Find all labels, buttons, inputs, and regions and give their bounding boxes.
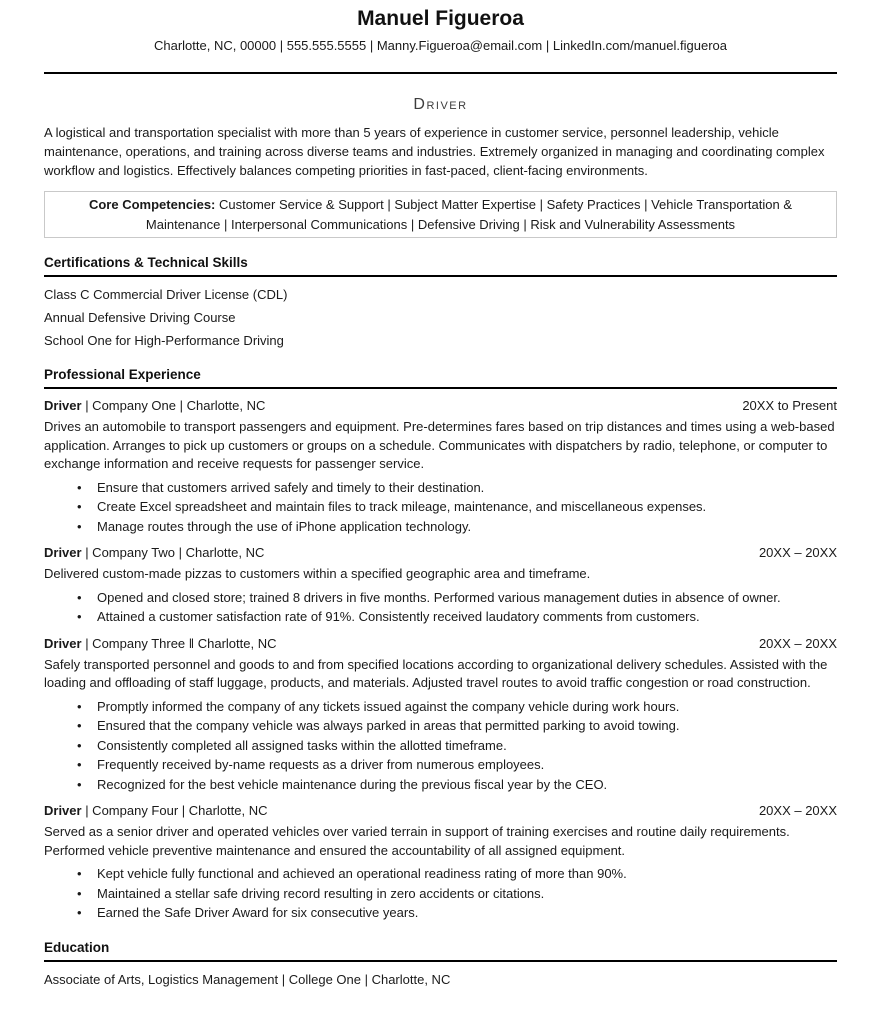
job-bullet-item: • Ensure that customers arrived safely and timely to their destination. <box>97 479 837 498</box>
resume-title: Driver <box>413 96 468 113</box>
job-dates: 20XX – 20XX <box>758 803 837 818</box>
job-description: Safely transported personnel and goods to and from specified locations according to organizational delivery schedules. Assisted with the loading and offloading of staff luggage, products, and materials. Adjusted travel routes to avoid traffic congestion or road construction. <box>44 656 828 690</box>
education-item: Associate of Arts, Logistics Management | College One | Charlotte, NC <box>44 971 451 987</box>
jobs-list <box>44 396 837 923</box>
job-dates: 20XX – 20XX <box>758 635 837 651</box>
contact-line: Charlotte, NC, 00000 | 555.555.5555 | Manny.Figueroa@email.com | LinkedIn.com/manuel.figueroa <box>153 38 727 53</box>
section-heading-certifications: Certifications & Technical Skills <box>44 254 837 277</box>
job-bullet-item: • Opened and closed store; trained 8 drivers in five months. Performed various management duties in absence of owner. <box>97 589 837 608</box>
job-description: Delivered custom-made pizzas to customers within a specified geographic area and timeframe. <box>44 566 591 581</box>
job-title-line <box>44 801 268 820</box>
core-competencies-list: Customer Service & Support | Subject Matter Expertise | Safety Practices | Vehicle Transportation & Maintenance | Interpersonal Communications | Defensive Driving | Risk and Vulnerability Assessments <box>145 197 793 232</box>
job-company-location: | Company One | Charlotte, NC <box>81 398 266 413</box>
job-entry <box>44 634 837 795</box>
job-bullet-item: • Promptly informed the company of any tickets issued against the company vehicle during work hours. <box>97 698 837 717</box>
job-bullet-item: • Ensured that the company vehicle was always parked in areas that permitted parking to avoid towing. <box>97 717 837 736</box>
job-company-location: | Company Four | Charlotte, NC <box>81 803 268 818</box>
job-dates: 20XX – 20XX <box>758 545 837 560</box>
job-header <box>44 801 837 820</box>
section-heading-education: Education <box>44 939 837 962</box>
core-competencies-label: Core Competencies: <box>88 197 216 212</box>
job-description: Served as a senior driver and operated vehicles over varied terrain in support of training exercises and routine daily requirements. Performed vehicle preventive maintenance and ensured the accountability of all assigned equipment. <box>44 824 790 858</box>
job-bullet-item: • Create Excel spreadsheet and maintain files to track mileage, maintenance, and miscellaneous expenses. <box>97 498 837 517</box>
job-description: Drives an automobile to transport passengers and equipment. Pre-determines fares based on trip distances and times using a web-based application. Arranges to pick up customers or groups on a schedule. Communicates with dispatchers by radio, telephone, or computer to exchange information and receive requests for passenger service. <box>44 419 835 471</box>
job-bullet-list <box>44 698 837 795</box>
job-bullet-item: • Recognized for the best vehicle maintenance during the previous fiscal year by the CEO. <box>97 776 837 795</box>
resume-page <box>44 6 837 989</box>
job-role: Driver <box>44 803 82 818</box>
job-role: Driver <box>44 635 82 651</box>
certification-item: Annual Defensive Driving Course <box>44 310 236 325</box>
job-header <box>44 543 837 562</box>
job-bullet-item: • Earned the Safe Driver Award for six consecutive years. <box>97 904 837 923</box>
job-bullet-list <box>44 589 837 627</box>
job-entry <box>44 396 837 536</box>
core-competencies-box <box>44 191 837 238</box>
certifications-list <box>44 285 837 350</box>
job-role: Driver <box>44 398 82 413</box>
header-divider <box>44 72 837 74</box>
job-bullet-item: • Maintained a stellar safe driving record resulting in zero accidents or citations. <box>97 885 837 904</box>
job-company-location: | Company Two | Charlotte, NC <box>81 545 265 560</box>
job-bullet-item: • Kept vehicle fully functional and achieved an operational readiness rating of more than 90%. <box>97 865 837 884</box>
job-bullet-item: • Manage routes through the use of iPhone application technology. <box>97 518 837 537</box>
job-bullet-item: • Consistently completed all assigned tasks within the allotted timeframe. <box>97 737 837 756</box>
candidate-name: Manuel Figueroa <box>357 7 524 30</box>
professional-summary: A logistical and transportation specialist with more than 5 years of experience in customer service, personnel leadership, vehicle maintenance, operations, and training across diverse teams and industries. Extremely organized in managing and coordinating complex workflow and logistics. Effectively balances competing priorities in fast-paced, client-facing environments. <box>44 125 825 178</box>
job-entry <box>44 543 837 627</box>
job-bullet-list <box>44 479 837 537</box>
job-title-line <box>44 396 265 415</box>
job-header <box>44 634 837 653</box>
education-list <box>44 970 837 989</box>
job-title-line <box>44 634 277 653</box>
job-company-location: | Company Three ‖ Charlotte, NC <box>81 635 277 651</box>
job-title-line <box>44 543 264 562</box>
job-entry <box>44 801 837 923</box>
certification-item: Class C Commercial Driver License (CDL) <box>44 287 288 302</box>
section-heading-experience: Professional Experience <box>44 366 837 389</box>
job-bullet-item: • Attained a customer satisfaction rate of 91%. Consistently received laudatory comments from customers. <box>97 608 837 627</box>
job-dates: 20XX to Present <box>742 398 837 413</box>
certification-item: School One for High-Performance Driving <box>44 333 284 348</box>
job-role: Driver <box>44 545 82 560</box>
job-bullet-item: • Frequently received by-name requests as a driver from numerous employees. <box>97 756 837 775</box>
job-bullet-list <box>44 865 837 923</box>
job-header <box>44 396 837 415</box>
